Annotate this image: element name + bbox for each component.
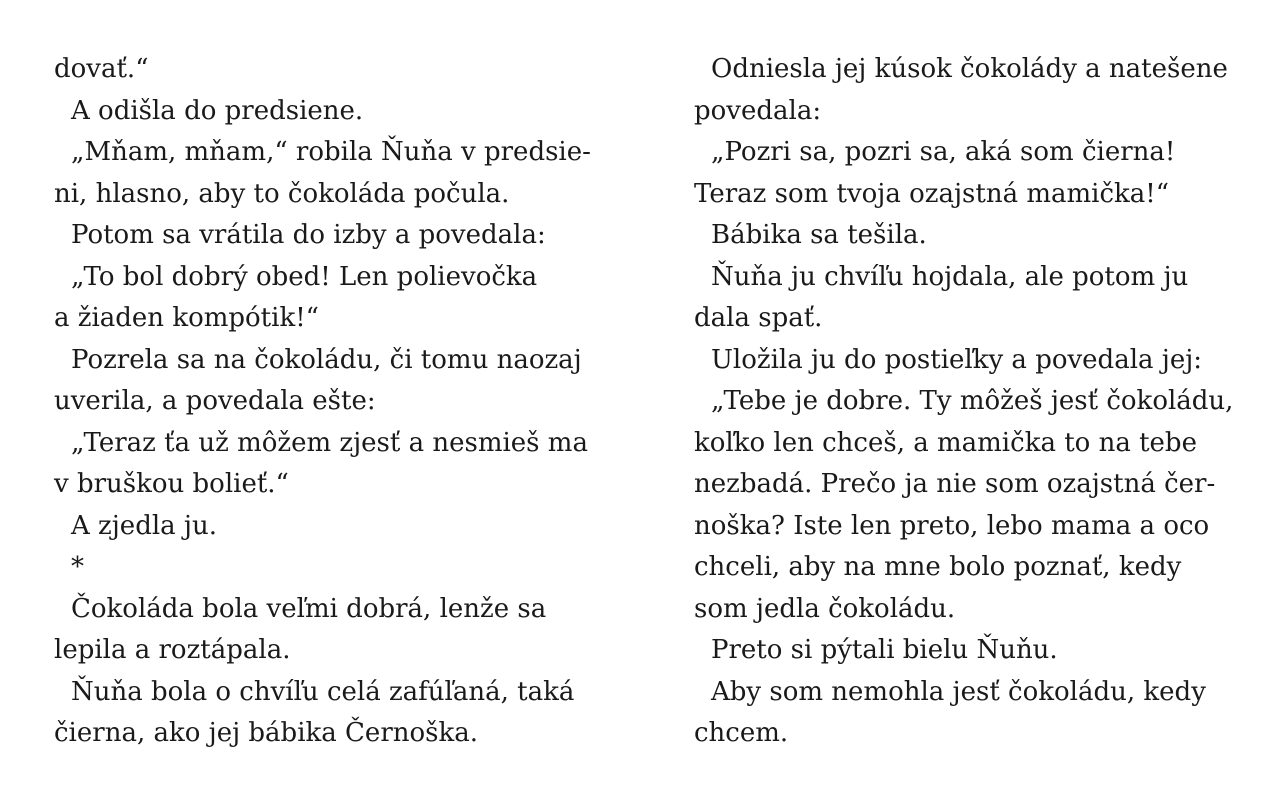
text-line: Potom sa vrátila do izby a povedala: [71,220,546,250]
text-line: Čokoláda bola veľmi dobrá, lenže sa [71,593,547,624]
text-line: lepila a roztápala. [54,635,291,665]
text-line: uverila, a povedala ešte: [54,386,376,416]
text-line: „Mňam, mňam,“ robila Ňuňa v predsie- [71,137,591,167]
text-line: Aby som nemohla jesť čokoládu, kedy [711,676,1206,707]
text-line: som jedla čokoládu. [694,593,956,624]
section-separator: * [71,552,84,582]
text-line: Teraz som tvoja ozajstná mamička!“ [694,178,1170,209]
text-line: „To bol dobrý obed! Len polievočka [71,261,538,292]
left-page-text [54,49,614,755]
text-line: a žiaden kompótik!“ [54,303,319,333]
text-line: „Pozri sa, pozri sa, aká som čierna! [711,137,1176,167]
text-line: Ňuňa bola o chvíľu celá zafúľaná, taká [71,676,575,707]
text-line: Preto si pýtali bielu Ňuňu. [711,635,1058,665]
text-line: čierna, ako jej bábika Černoška. [54,718,479,748]
text-line: nezbadá. Prečo ja nie som ozajstná čer- [694,469,1216,499]
text-line: dovať.“ [54,54,149,84]
text-line: Pozrela sa na čokoládu, či tomu naozaj [71,344,582,375]
text-line: koľko len chceš, a mamička to na tebe [694,427,1197,458]
text-line: ni, hlasno, aby to čokoláda počula. [54,178,510,209]
text-line: A zjedla ju. [71,510,217,541]
text-line: dala spať. [694,303,823,333]
text-line: Bábika sa tešila. [711,220,927,250]
text-line: povedala: [694,95,822,126]
text-line: v bruškou bolieť.“ [54,469,289,499]
text-line: „Teraz ťa už môžem zjesť a nesmieš ma [71,427,588,458]
text-line: A odišla do predsiene. [71,95,364,126]
text-line: Odniesla jej kúsok čokolády a natešene [711,54,1228,84]
text-line: Ňuňa ju chvíľu hojdala, ale potom ju [711,261,1189,292]
text-line: „Tebe je dobre. Ty môžeš jesť čokoládu, [711,386,1234,416]
text-line: chceli, aby na mne bolo poznať, kedy [694,552,1182,582]
right-page-text [694,49,1254,755]
text-line: Uložila ju do postieľky a povedala jej: [711,344,1203,375]
text-line: chcem. [694,718,789,748]
text-line: noška? Iste len preto, lebo mama a oco [694,510,1210,541]
